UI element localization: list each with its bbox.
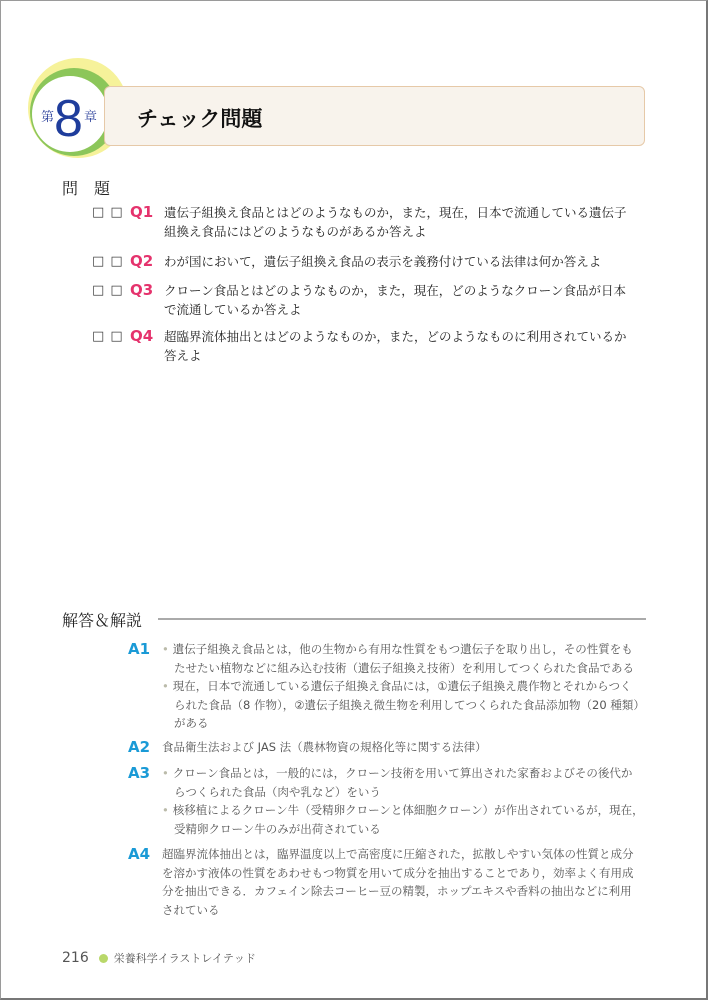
checkboxes[interactable]: □ □ [92, 283, 124, 298]
checkboxes[interactable]: □ □ [92, 254, 124, 269]
text-line: クローン食品とは，一般的には，クローン技術を用いて算出された家畜およびその後代か [172, 766, 633, 780]
text-line: 超臨界流体抽出とはどのようなものか，また，どのようなものに利用されているか [164, 329, 627, 344]
answer-label: A4 [128, 845, 151, 863]
text-line: 遺伝子組換え食品とは，他の生物から有用な性質をもつ遺伝子を取り出し，その性質をも [172, 642, 633, 656]
answer-label: A1 [128, 640, 151, 658]
answer-item [128, 738, 487, 757]
text-line: クローン食品とはどのようなものか，また，現在，どのようなクローン食品が日本 [164, 283, 627, 298]
text-line: 食品衛生法および JAS 法（農林物資の規格化等に関する法律） [162, 740, 487, 754]
text-line: わが国において，遺伝子組換え食品の表示を義務付けている法律は何か答えよ [164, 254, 602, 269]
question-item [92, 252, 634, 271]
bullet-icon: • [162, 803, 169, 817]
chapter-number: 8 [54, 90, 83, 148]
chapter-prefix: 第 [41, 110, 55, 125]
answer-label: A3 [128, 764, 151, 782]
questions-heading: 問 題 [62, 179, 111, 198]
bullet-icon: • [162, 679, 169, 693]
heading-rule [158, 618, 646, 620]
text-line: 受精卵クローン牛のみが出荷されている [174, 821, 381, 836]
answer-label: A2 [128, 738, 151, 756]
text-line: 組換え食品にはどのようなものがあるか答えよ [164, 224, 427, 239]
bullet-icon: • [162, 766, 169, 780]
answer-text [162, 738, 487, 757]
question-label: Q2 [130, 252, 154, 270]
text-line: されている [162, 902, 220, 917]
text-line: がある [174, 716, 209, 730]
text-line: を溶かす液体の性質をあわせもつ物質を用いて成分を抽出することであり，効率よく有用成 [162, 865, 634, 880]
question-text [164, 327, 634, 365]
text-line: 現在，日本で流通している遺伝子組換え食品には，①遺伝子組換え農作物とそれからつく [172, 679, 632, 693]
question-text [164, 281, 634, 319]
text-line: で流通しているか答えよ [164, 302, 302, 317]
question-label: Q4 [130, 327, 154, 345]
text-line: 分を抽出できる．カフェイン除去コーヒー豆の精製，ホップエキスや香料の抽出などに利用 [162, 884, 632, 898]
answer-text [162, 640, 645, 733]
chapter-title: チェック問題 [137, 107, 263, 131]
text-line: 核移植によるクローン牛（受精卵クローンと体細胞クローン）が作出されているが，現在， [172, 803, 644, 817]
bullet-dot-icon [99, 954, 108, 963]
question-item [92, 327, 634, 365]
question-item [92, 281, 634, 319]
question-text [164, 252, 634, 271]
answer-text [162, 845, 634, 919]
answer-text [162, 764, 644, 838]
checkboxes[interactable]: □ □ [92, 205, 124, 220]
bullet-icon: • [162, 642, 169, 656]
chapter-suffix: 章 [84, 110, 98, 125]
text-line: られた食品（8 作物），②遺伝子組換え微生物を利用してつくられた食品添加物（20 種類） [174, 697, 645, 712]
answer-item [128, 640, 645, 733]
question-label: Q1 [130, 203, 154, 221]
page-number: 216 [62, 950, 89, 966]
footer [62, 950, 256, 966]
text-line: 答えよ [164, 348, 202, 363]
answers-heading: 解答＆解説 [62, 611, 143, 630]
text-line: 超臨界流体抽出とは，臨界温度以上で高密度に圧縮された，拡散しやすい気体の性質と成分 [162, 847, 634, 861]
text-line: らつくられた食品（肉や乳など）をいう [174, 784, 381, 799]
answer-item [128, 845, 634, 919]
text-line: 遺伝子組換え食品とはどのようなものか，また，現在，日本で流通している遺伝子 [164, 205, 627, 220]
answer-item [128, 764, 644, 838]
question-text [164, 203, 634, 241]
book-title: 栄養科学イラストレイテッド [113, 952, 256, 965]
question-label: Q3 [130, 281, 154, 299]
text-line: たせたい植物などに組み込む技術（遺伝子組換え技術）を利用してつくられた食品である [174, 660, 634, 675]
checkboxes[interactable]: □ □ [92, 329, 124, 344]
question-item [92, 203, 634, 241]
